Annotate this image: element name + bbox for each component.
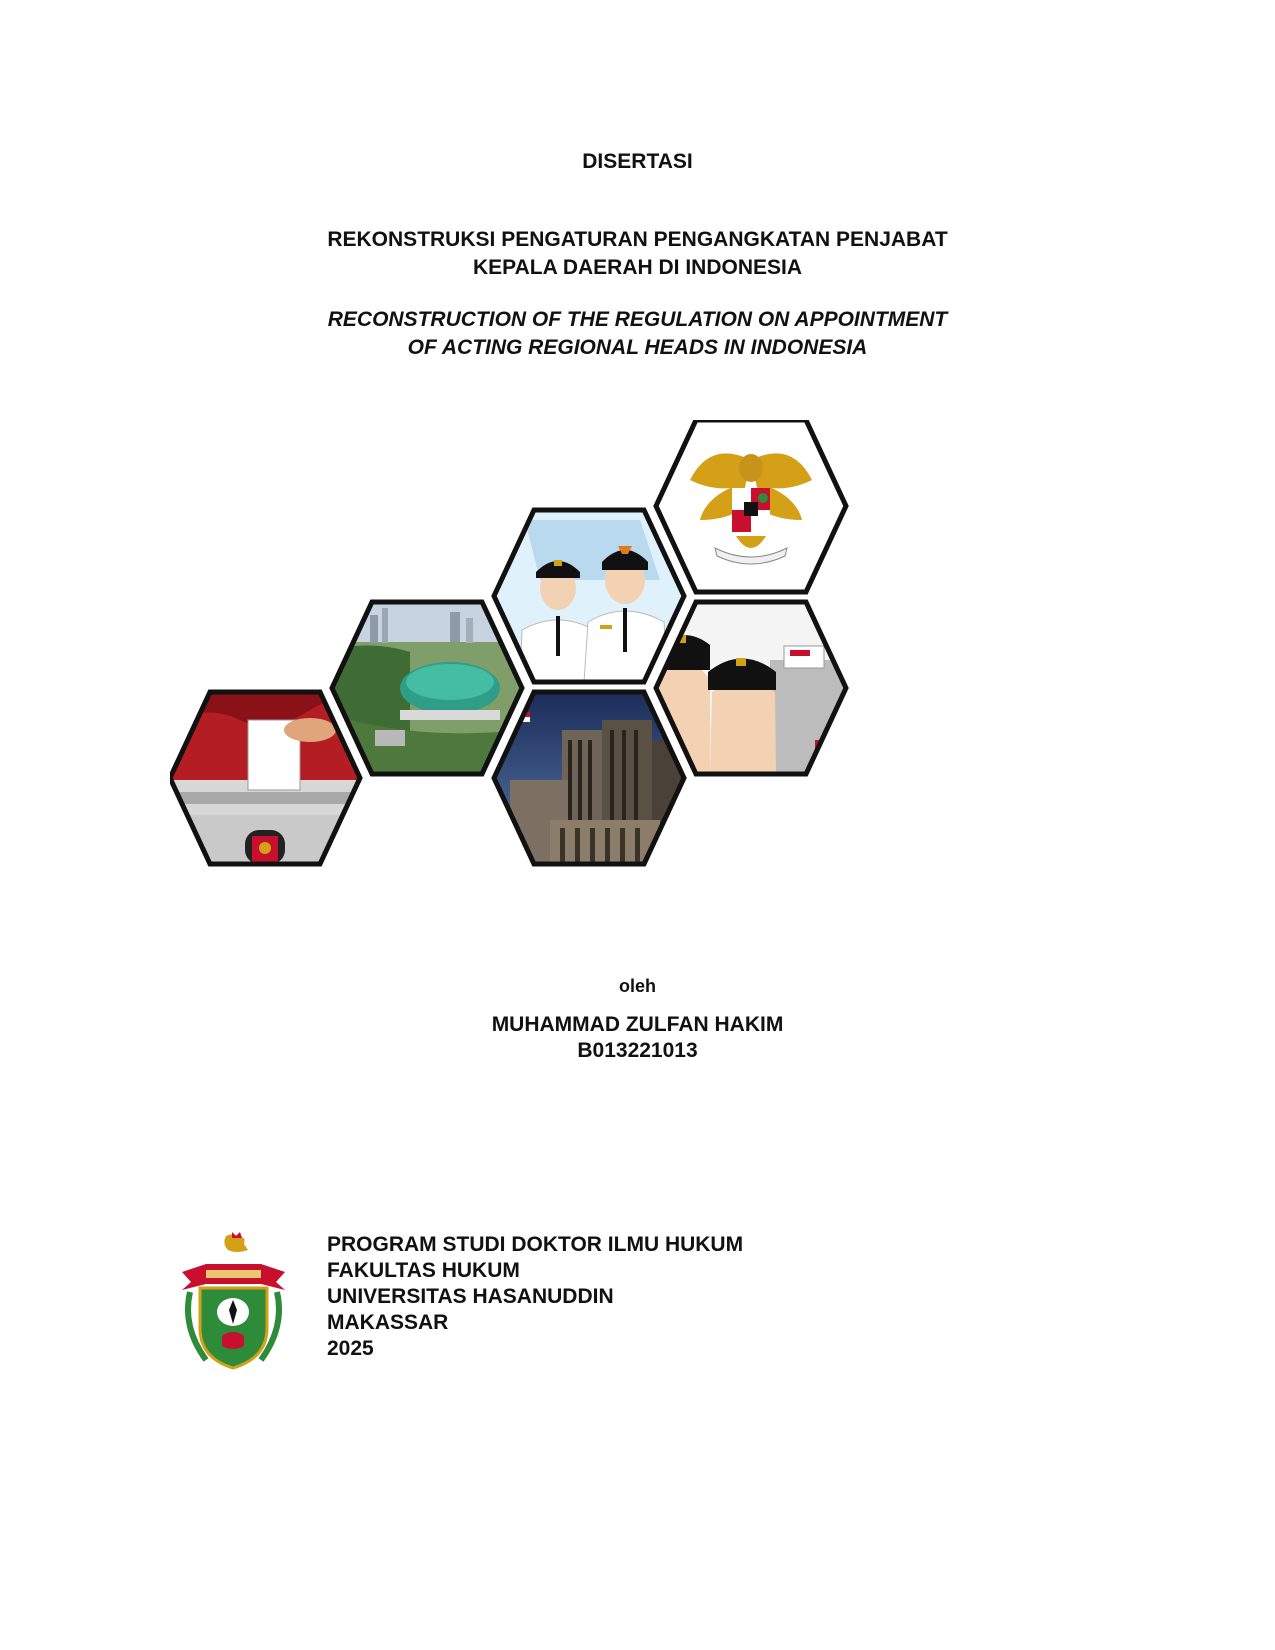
title-indonesian-line-1: REKONSTRUKSI PENGATURAN PENGANGKATAN PENJABAT: [327, 228, 948, 251]
institution-block: [327, 1232, 743, 1362]
faculty: FAKULTAS HUKUM: [327, 1259, 520, 1282]
author-name: MUHAMMAD ZULFAN HAKIM: [491, 1013, 784, 1036]
year: 2025: [327, 1337, 374, 1360]
title-indonesian-line-2: KEPALA DAERAH DI INDONESIA: [472, 256, 803, 279]
court-building-tile: [494, 692, 684, 864]
ballot-box-tile: [170, 692, 360, 864]
title-english-line-1: RECONSTRUCTION OF THE REGULATION ON APPOINTMENT: [327, 308, 948, 331]
officials-voting-tile: [656, 602, 846, 774]
document-type: DISERTASI: [582, 150, 693, 173]
hexagon-collage: [170, 420, 890, 880]
author-block: [0, 1012, 1275, 1064]
title-english: [0, 306, 1275, 362]
study-program: PROGRAM STUDI DOKTOR ILMU HUKUM: [327, 1233, 744, 1256]
student-id: B013221013: [577, 1039, 698, 1062]
title-indonesian: [0, 226, 1275, 282]
city: MAKASSAR: [327, 1311, 449, 1334]
title-english-line-2: OF ACTING REGIONAL HEADS IN INDONESIA: [407, 336, 868, 359]
university: UNIVERSITAS HASANUDDIN: [327, 1285, 614, 1308]
garuda-emblem-tile: [656, 420, 846, 592]
universitas-hasanuddin-emblem: [176, 1232, 291, 1372]
parliament-building-tile: [332, 602, 522, 774]
by-label: oleh: [618, 976, 656, 996]
officials-illustration-tile: [494, 510, 684, 682]
